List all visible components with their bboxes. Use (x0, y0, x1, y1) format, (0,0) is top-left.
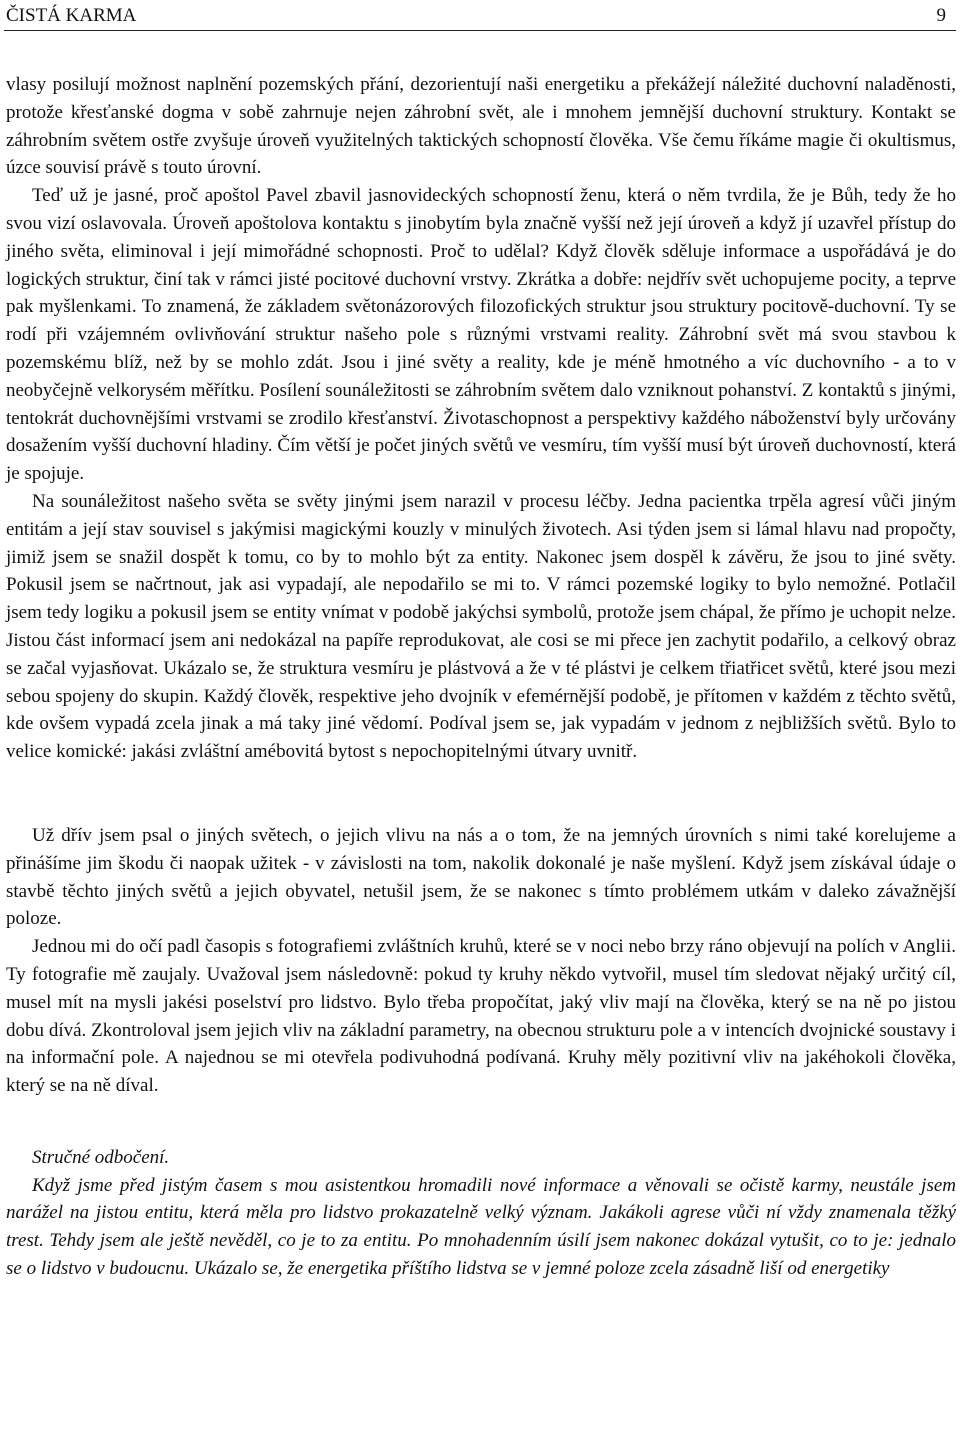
paragraph-5: Jednou mi do očí padl časopis s fotografiemi zvláštních kruhů, které se v noci nebo brzy ráno objevují na polích v Anglii. Ty fotografie mě zaujaly. Uvažoval jsem následovně: pokud ty kruhy někdo vytvořil, musel tím sledovat nějaký určitý cíl, musel mít na mysli jakési poselství pro lidstvo. Bylo třeba propočítat, jaký vliv mají na člověka, který se na ně po jistou dobu dívá. Zkontroloval jsem jejich vliv na základní parametry, na obecnou strukturu pole a v intencích dvojnické soustavy i na informační pole. A najednou se mi otevřela podivuhodná podívaná. Kruhy měly pozitivní vliv na jakéhokoli člověka, který se na ně díval. (6, 936, 956, 1097)
digression-paragraph: Když jsme před jistým časem s mou asistentkou hromadili nové informace a věnovali se očistě karmy, neustále jsem narážel na jistou entitu, která měla pro lidstvo prokazatelně velký význam. Jakákoli agrese vůči ní vždy znamenala těžký trest. Tehdy jsem ale ještě nevěděl, co je to za entitu. Po mnohadenním úsilí jsem nakonec dokázal vytušit, co to je: jednalo se o lidstvo v budoucnu. Ukázalo se, že energetika příštího lidstva se v jemné poloze zcela zásadně liší od energetiky (6, 1174, 956, 1280)
header-divider (4, 30, 956, 31)
section-gap (6, 1100, 956, 1144)
paragraph-3: Na sounáležitost našeho světa se světy jinými jsem narazil v procesu léčby. Jedna pacientka trpěla agresí vůči jiným entitám a její stav souvisel s jakýmisi magickými kouzly v minulých životech. Asi týden jsem si lámal hlavu nad propočty, jimiž jsem se snažil dospět k tomu, co by to mohlo být za entity. Nakonec jsem dospěl k závěru, že jsou to jiné světy. Pokusil jsem se načrtnout, jak asi vypadají, ale nepodařilo se mi to. V rámci pozemské logiky to bylo nemožné. Potlačil jsem tedy logiku a pokusil jsem se entity vnímat v podobě jakýchsi symbolů, protože jsem chápal, že přímo je uchopit nelze. Jistou část informací jsem ani nedokázal na papíře reprodukovat, ale cosi se mi přece jen zachytit podařilo, a celkový obraz se začal vyjasňovat. Ukázalo se, že struktura vesmíru je plástvová a že v té plástvi je celkem třiatřicet světů, které jsou mezi sebou spojeny do skupin. Každý člověk, respektive jeho dvojník v efemérnější podobě, je přítomen v každém z těchto světů, kde ovšem vypadá zcela jinak a má taky jiné vědomí. Podíval jsem se, jak vypadám v jednom z nejbližších světů. Bylo to velice komické: jakási zvláštní amébovitá bytost s nepochopitelnými útvary uvnitř. (6, 490, 956, 763)
paragraph-4: Už dřív jsem psal o jiných světech, o jejich vlivu na nás a o tom, že na jemných úrovních s nimi také korelujeme a přinášíme jim škodu či naopak užitek - v závislosti na tom, nakolik dokonalé je naše myšlení. Když jsem získával údaje o stavbě těchto jiných světů a jejich obyvatel, netušil jsem, že se nakonec s tímto problémem utkám v daleko závažnější poloze. (6, 824, 956, 930)
page-number: 9 (936, 5, 946, 26)
paragraph-1: vlasy posilují možnost naplnění pozemských přání, dezorientují naši energetiku a překážejí náležité duchovní naladěnosti, protože křesťanské dogma v sobě zahrnuje nejen záhrobní svět, ale i mnohem jemnější duchovní struktury. Kontakt se záhrobním světem ostře zvyšuje úroveň využitelných taktických schopností člověka. Vše čemu říkáme magie či okultismus, úzce souvisí právě s touto úrovní. (6, 74, 956, 179)
header-title: ČISTÁ KARMA (6, 5, 137, 26)
paragraph-2: Teď už je jasné, proč apoštol Pavel zbavil jasnovideckých schopností ženu, která o něm tvrdila, že je Bůh, tedy že ho svou vizí oslavovala. Úroveň apoštolova kontaktu s jinobytím byla značně vyšší než její úroveň a když jí uzavřel přístup do jiného světa, eliminoval i její mimořádné schopnosti. Proč to udělal? Když člověk sděluje informace a uspořádává je do logických struktur, činí tak v rámci jisté pocitové duchovní vrstvy. Zkrátka a dobře: nejdřív svět uchopujeme pocity, a teprve pak myšlenkami. To znamená, že základem světonázorových filozofických struktur jsou struktury pocitově-duchovní. Ty se rodí při vzájemném ovlivňování struktur našeho pole s různými vrstvami reality. Záhrobní svět má svou stavbou k pozemskému blíž, než by se mohlo zdát. Jsou i jiné světy a reality, kde je méně hmotného a víc duchovního - a to v neobyčejně velkorysém měřítku. Posílení sounáležitosti se záhrobním světem dalo vzniknout pohanství. Z kontaktů s jinými, tentokrát duchovnějšími vrstvami se zrodilo křesťanství. Životaschopnost a perspektivy každého náboženství byly určovány dosažením vyšší duchovní hladiny. Čím větší je počet jiných světů ve vesmíru, tím vyšší musí být úroveň duchovností, která je spojuje. (6, 185, 956, 485)
section-gap (6, 766, 956, 822)
running-header (6, 4, 950, 30)
document-body (6, 71, 956, 1283)
digression-title: Stručné odbočení. (32, 1146, 170, 1168)
